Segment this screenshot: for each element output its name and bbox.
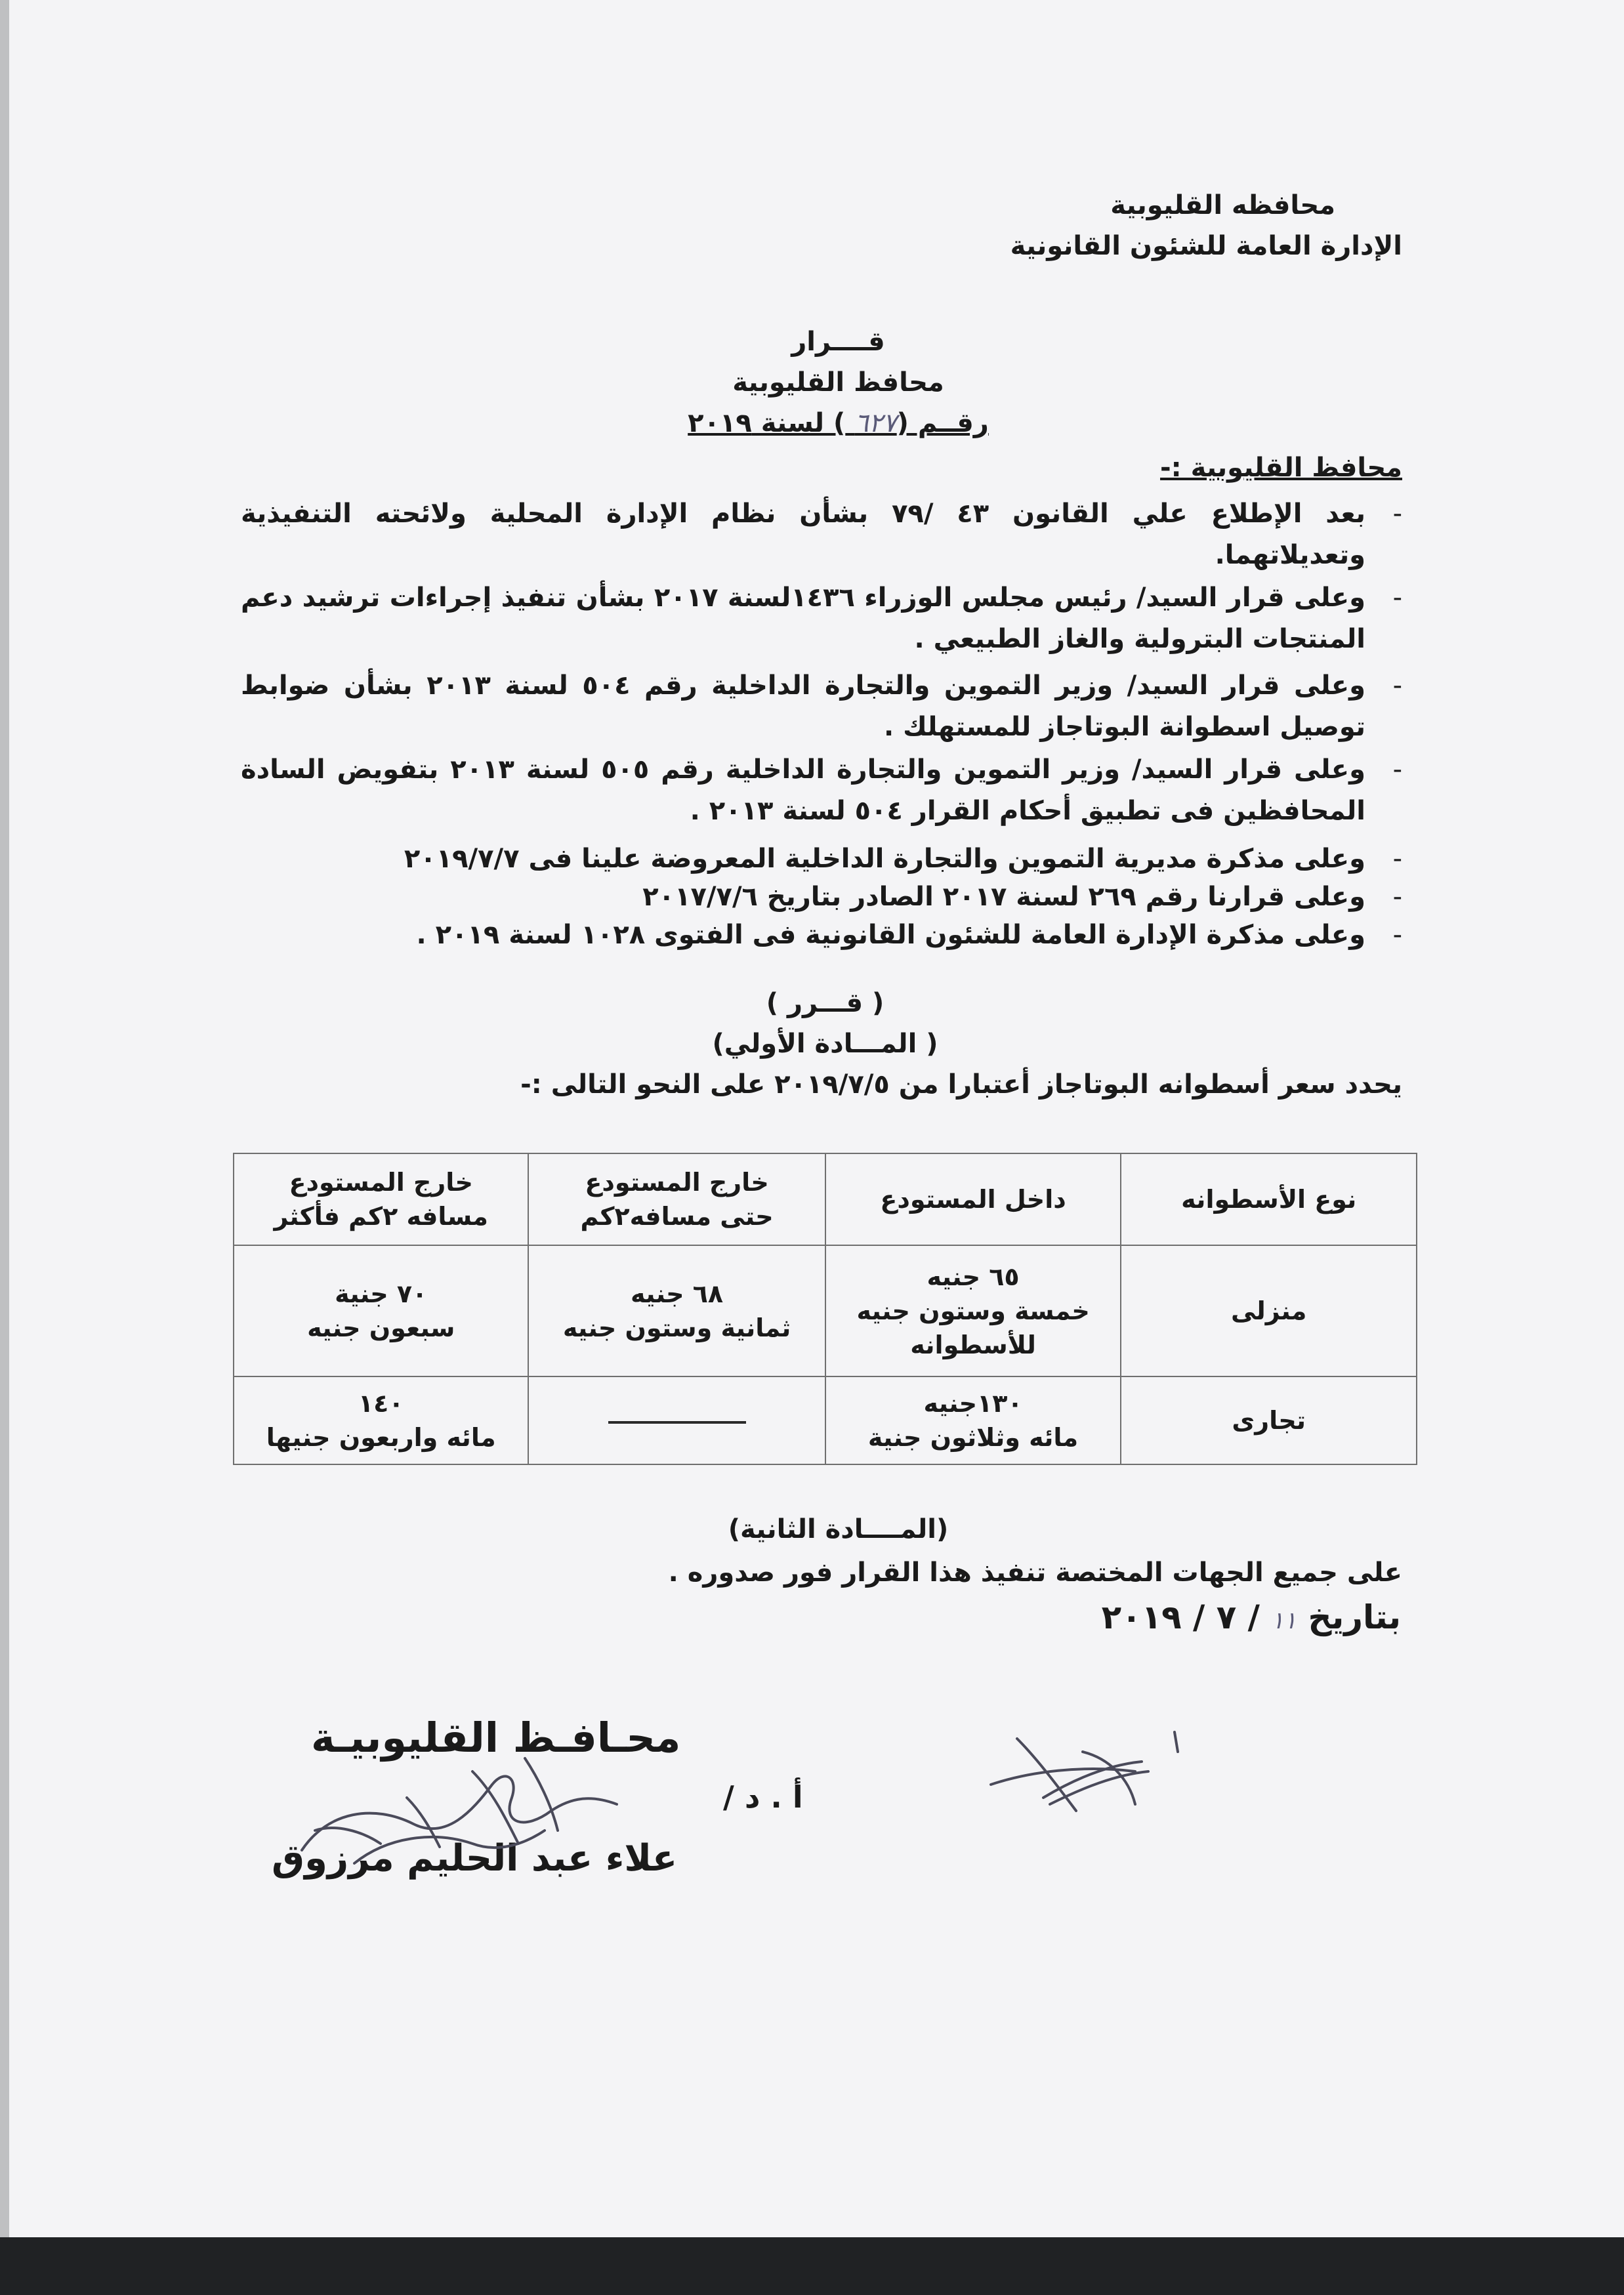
- cell-far-home: [234, 1245, 528, 1376]
- header-outside-near-line2: حتى مسافه٢كم: [580, 1202, 774, 1231]
- recital-item: [241, 577, 1402, 665]
- article-one-heading: ( المـــادة الأولي): [712, 1029, 938, 1059]
- recital-item: [241, 838, 1402, 877]
- recital-text: وعلى قرارنا رقم ٢٦٩ لسنة ٢٠١٧ الصادر بتاريخ ٢٠١٧/٧/٦: [642, 882, 1365, 912]
- issuer-title: محافظ القليوبية: [732, 367, 944, 398]
- bullet-dash: -: [1392, 844, 1402, 874]
- signatory-name: علاء عبد الحليم مرزوق: [272, 1837, 678, 1880]
- header-outside-near-line1: خارج المستودع: [585, 1168, 769, 1197]
- recital-item: [241, 749, 1402, 838]
- recital-text: وعلى مذكرة الإدارة العامة للشئون القانونية فى الفتوى ١٠٢٨ لسنة ٢٠١٩ .: [416, 920, 1365, 950]
- article-two-heading: (المــــادة الثانية): [728, 1514, 949, 1544]
- header-outside-far-line1: خارج المستودع: [289, 1168, 473, 1197]
- table-header-row: [234, 1153, 1417, 1245]
- scan-bottom-band: [0, 2237, 1624, 2295]
- cell-text: ١٤٠: [358, 1389, 404, 1418]
- recitals-list: [241, 493, 1402, 954]
- cell-inside-commercial: [825, 1376, 1121, 1464]
- bullet-dash: -: [1392, 882, 1402, 912]
- date-day-handwritten: ١١: [1271, 1607, 1297, 1634]
- cell-near-commercial-empty: [528, 1376, 825, 1464]
- recital-text: وعلى قرار السيد/ وزير التموين والتجارة الداخلية رقم ٥٠٤ لسنة ٢٠١٣ بشأن ضوابط توصيل اسطوانة البوتاجاز للمستهلك .: [241, 671, 1365, 742]
- cell-near-home: [528, 1245, 825, 1376]
- initials-signature: [978, 1712, 1194, 1830]
- bullet-dash: -: [1392, 671, 1402, 701]
- cell-type-commercial: تجارى: [1121, 1376, 1417, 1464]
- header-outside-near: [528, 1153, 825, 1245]
- header-outside-far: [234, 1153, 528, 1245]
- governor-signature: [276, 1732, 643, 1883]
- header-cylinder-type: نوع الأسطوانه: [1121, 1153, 1417, 1245]
- date-label: بتاريخ: [1308, 1598, 1401, 1636]
- recital-text: بعد الإطلاع علي القانون ٤٣ /٧٩ بشأن نظام الإدارة المحلية ولائحته التنفيذية وتعديلاتهما.: [241, 499, 1366, 570]
- header-inside-depot: داخل المستودع: [825, 1153, 1121, 1245]
- recital-text: وعلى قرار السيد/ رئيس مجلس الوزراء ١٤٣٦لسنة ٢٠١٧ بشأن تنفيذ إجراءات ترشيد دعم المنتجات البترولية والغاز الطبيعي .: [241, 583, 1365, 654]
- cell-type-home: منزلى: [1121, 1245, 1417, 1376]
- decision-number-handwritten: ٦٢٧: [854, 408, 897, 438]
- cell-text: ٧٠ جنية: [335, 1279, 428, 1308]
- cell-text: ٦٥ جنيه: [927, 1262, 1020, 1291]
- article-one-text: يحدد سعر أسطوانه البوتاجاز أعتبارا من ٢٠١٩/٧/٥ على النحو التالى :-: [520, 1069, 1402, 1100]
- decision-number: [0, 408, 1624, 438]
- cell-far-commercial: [234, 1376, 528, 1464]
- bullet-dash: -: [1392, 755, 1402, 785]
- cell-text: مائه واربعون جنيها: [266, 1423, 496, 1452]
- cell-text: ثمانية وستون جنيه: [562, 1313, 791, 1342]
- table-row: [234, 1376, 1417, 1464]
- bullet-dash: -: [1392, 499, 1402, 529]
- decree-heading: ( قـــرر ): [766, 988, 885, 1018]
- price-table: [233, 1153, 1417, 1465]
- date-rest: / ٧ / ٢٠١٩: [1101, 1598, 1260, 1636]
- preamble-heading: محافظ القليوبية :-: [1160, 453, 1402, 483]
- recital-text: وعلى قرار السيد/ وزير التموين والتجارة الداخلية رقم ٥٠٥ لسنة ٢٠١٣ بتفويض السادة المحافظين فى تطبيق أحكام القرار ٥٠٤ لسنة ٢٠١٣ .: [241, 755, 1365, 826]
- decision-date: [1102, 1598, 1401, 1636]
- decision-number-prefix: رقــم (: [896, 408, 989, 438]
- empty-cell-line: [608, 1421, 746, 1424]
- bullet-dash: -: [1392, 920, 1402, 950]
- article-two-text: على جميع الجهات المختصة تنفيذ هذا القرار فور صدوره .: [668, 1558, 1402, 1588]
- recital-text: وعلى مذكرة مديرية التموين والتجارة الداخلية المعروضة علينا فى ٢٠١٩/٧/٧: [404, 844, 1365, 874]
- governorate-header: محافظه القليوبية: [1110, 190, 1335, 220]
- bullet-dash: -: [1392, 583, 1402, 613]
- header-outside-far-line2: مسافه ٢كم فأكثر: [274, 1202, 488, 1231]
- cell-text: خمسة وستون جنيه: [856, 1296, 1090, 1325]
- recital-item: [241, 877, 1402, 915]
- recital-item: [241, 665, 1402, 749]
- cell-inside-home: [825, 1245, 1121, 1376]
- signature-title: محـافـظ القليوبيـة: [311, 1714, 681, 1762]
- cell-text: ٦٨ جنيه: [631, 1279, 724, 1308]
- cell-text: للأسطوانه: [910, 1331, 1036, 1359]
- decision-number-suffix: ) لسنة ٢٠١٩: [688, 408, 846, 438]
- signature-prefix: أ . د /: [723, 1779, 803, 1815]
- table-row: [234, 1245, 1417, 1376]
- decision-title: قــــرار: [791, 327, 885, 357]
- recital-item: [241, 493, 1402, 577]
- cell-text: ١٣٠جنيه: [923, 1389, 1023, 1418]
- cell-text: سبعون جنيه: [307, 1313, 455, 1342]
- cell-text: مائه وثلاثون جنية: [867, 1423, 1079, 1452]
- department-header: الإدارة العامة للشئون القانونية: [1010, 231, 1402, 261]
- recital-item: [241, 915, 1402, 954]
